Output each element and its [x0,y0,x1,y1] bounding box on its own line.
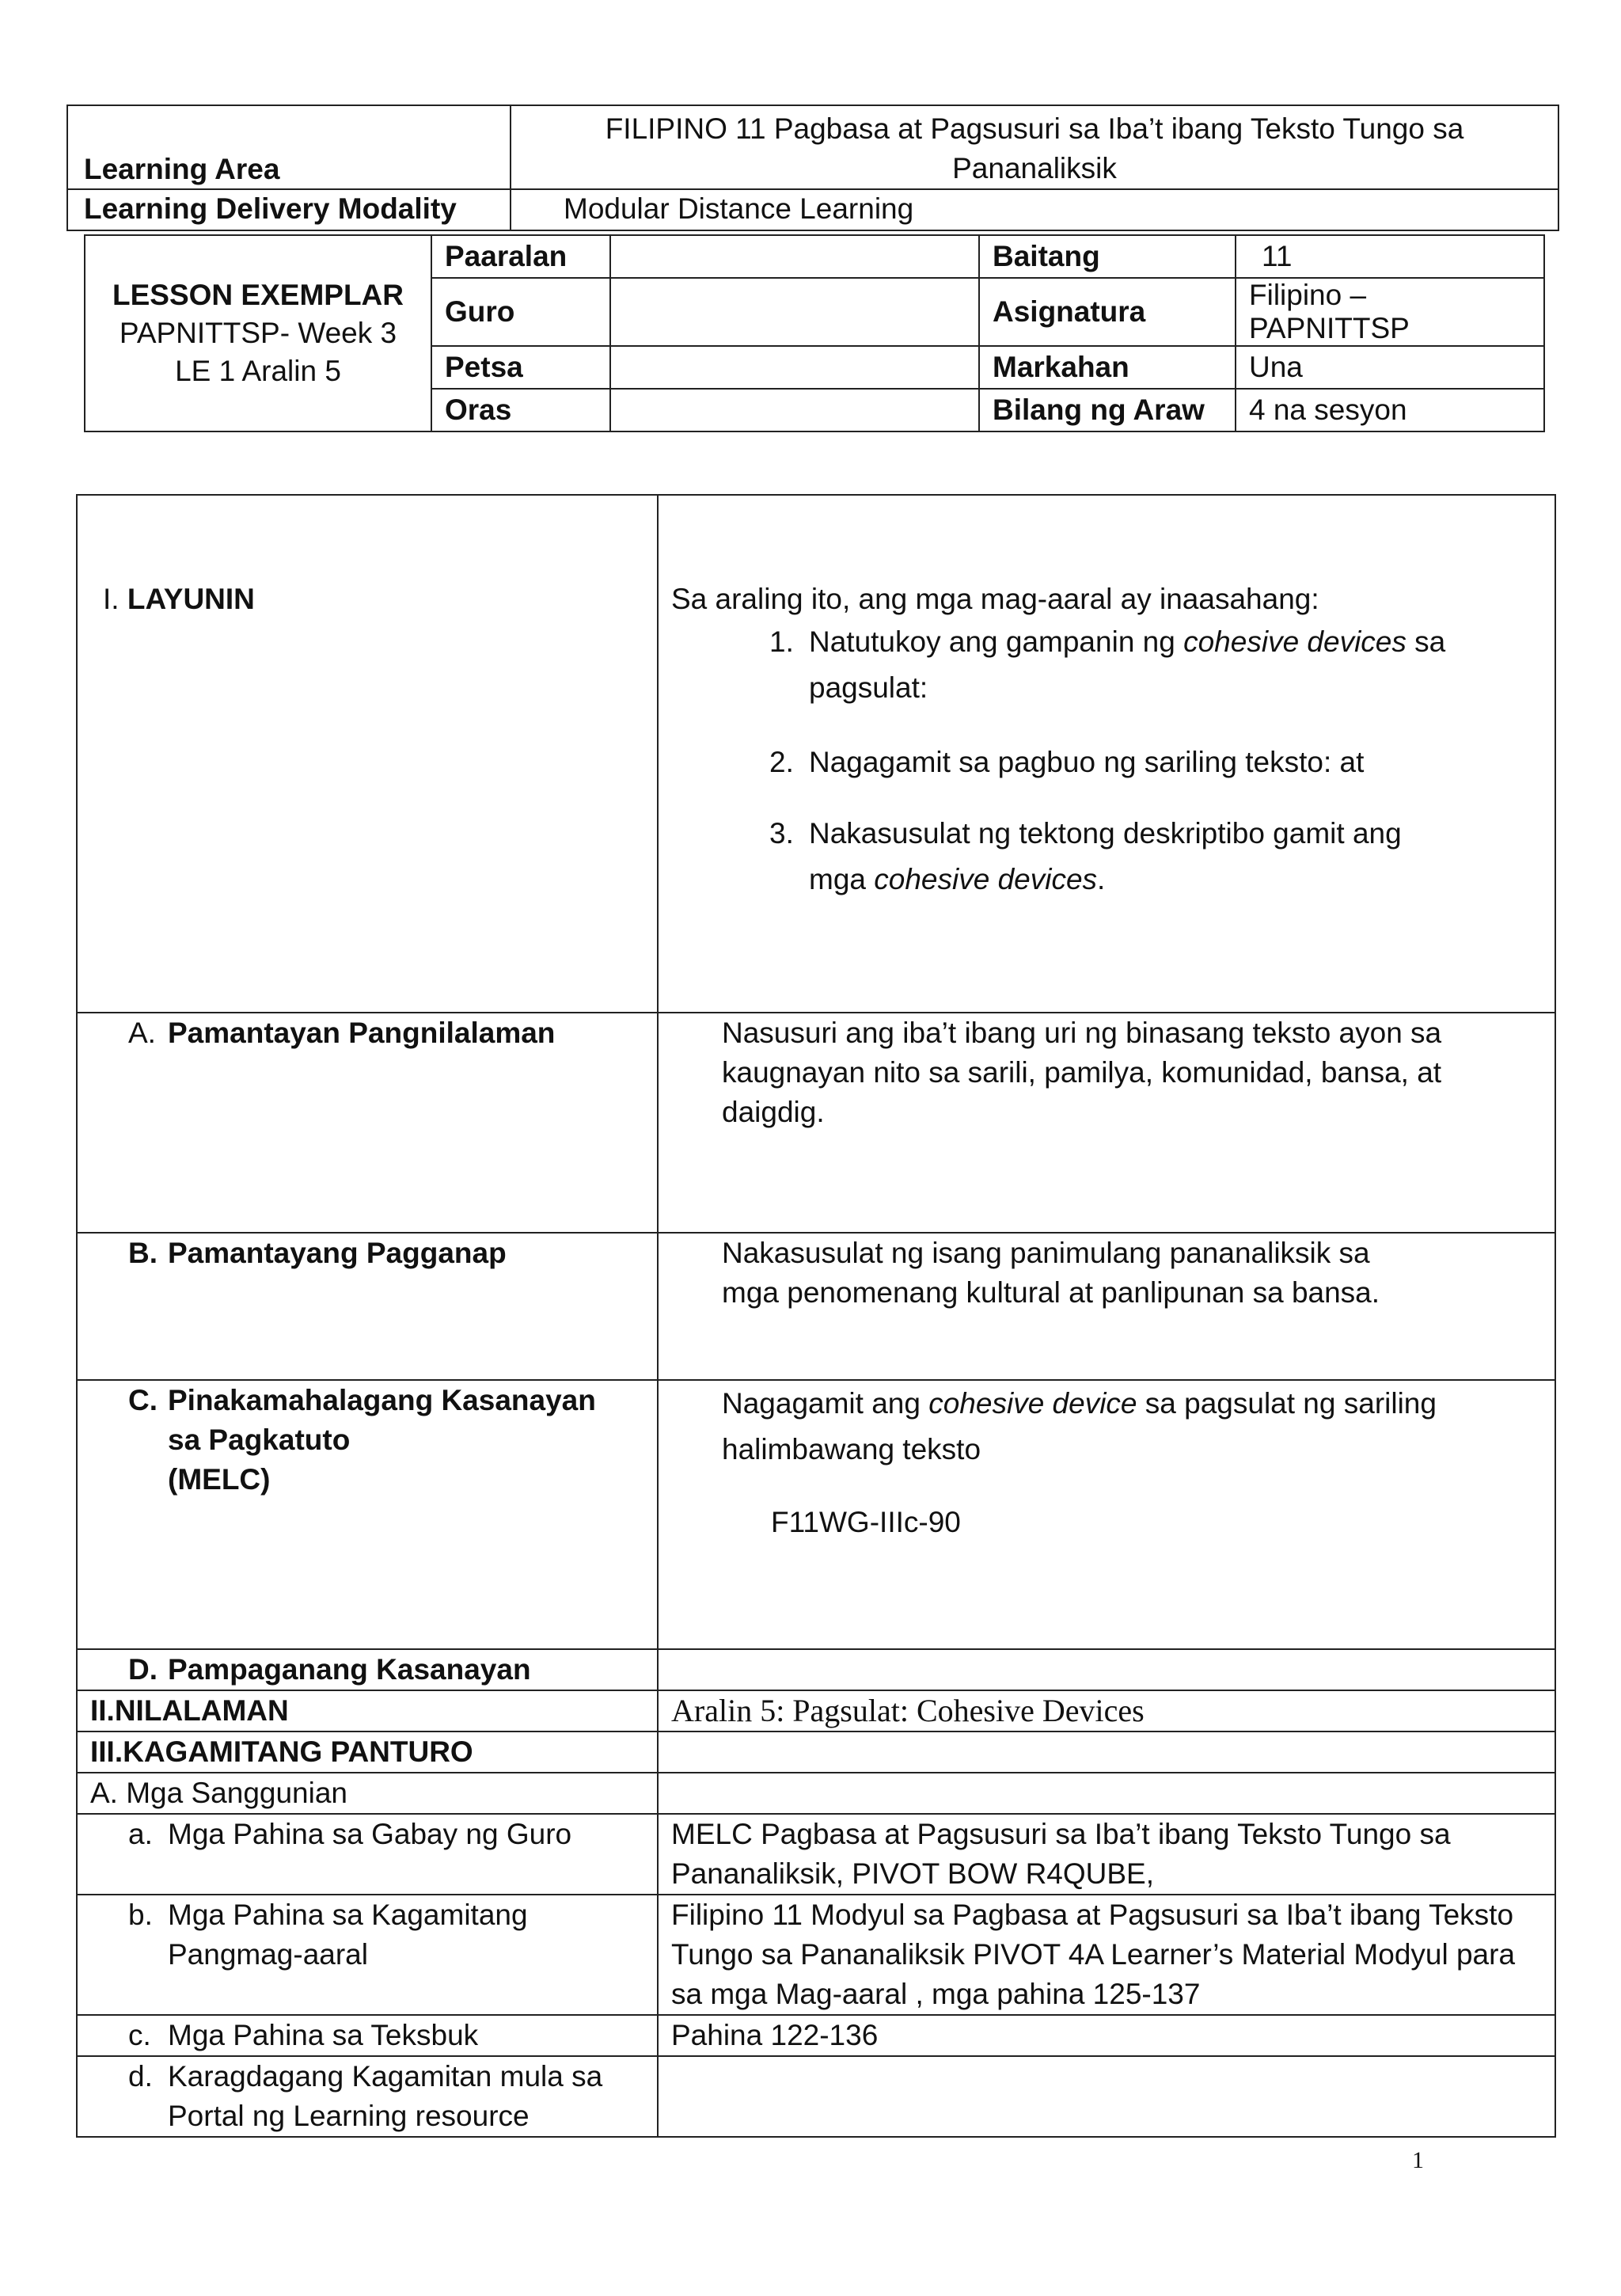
objective-number: 1. [769,625,794,658]
subject-title [511,105,1558,189]
melc-label-1: Pinakamahalagang Kasanayan [168,1384,596,1416]
oras-value [610,389,979,431]
guro-label: Guro [431,278,610,346]
markahan-label: Markahan [979,346,1236,389]
standard-letter: A. [128,1017,156,1049]
objective-item [769,619,1466,711]
page-number: 1 [1412,2147,1424,2173]
standard-letter: B. [128,1237,158,1269]
objective-text: Nakasusulat ng tektong deskriptibo gamit ang mga cohesive devices. [809,817,1402,895]
pamantayang-pagganap-label: Pamantayang Pagganap [168,1237,507,1269]
ref-row-c [77,2015,658,2056]
pamantayang-pagganap-value [658,1233,1555,1380]
ref-row-d [77,2056,658,2137]
petsa-label: Petsa [431,346,610,389]
layunin-content [658,495,1555,1013]
ref-letter: c. [128,2019,151,2051]
ref-text: Filipino 11 Modyul sa Pagbasa at Pagsusuri sa Iba’t ibang Teksto Tungo sa Pananaliksik PIVOT 4A Learner’s Material Modyul para sa mga Mag-aaral , mga pahina 125-137 [671,1899,1516,2010]
ref-label: Karagdagang Kagamitan mula sa Portal ng Learning resource [168,2060,603,2132]
bilang-label: Bilang ng Araw [979,389,1236,431]
asignatura-value: Filipino – PAPNITTSP [1236,278,1544,346]
objective-text: Natutukoy ang gampanin ng cohesive devices sa pagsulat: [809,625,1446,704]
ref-value-a [658,1814,1555,1895]
lesson-exemplar-cell [85,235,431,431]
standard-letter: C. [128,1384,158,1416]
markahan-value: Una [1236,346,1544,389]
objective-item [769,743,1466,782]
subject-line-2: Pananaliksik [952,152,1117,184]
melc-cell [77,1380,658,1649]
baitang-value: 11 [1236,235,1544,278]
ref-row-a [77,1814,658,1895]
pamantayang-pagganap-text: Nakasusulat ng isang panimulang pananaliksik sa mga penomenang kultural at panlipunan sa bansa. [722,1237,1380,1309]
ref-label: Mga Pahina sa Gabay ng Guro [168,1818,572,1850]
pampaganang-kasanayan-label: Pampaganang Kasanayan [168,1653,531,1686]
melc-label-3: (MELC) [168,1463,271,1496]
ref-label: Mga Pahina sa Kagamitang Pangmag-aaral [168,1899,528,1971]
nilalaman-label: II.NILALAMAN [77,1690,658,1732]
ref-value-c: Pahina 122-136 [658,2015,1555,2056]
lesson-week: PAPNITTSP- Week 3 [119,317,397,349]
baitang-label: Baitang [979,235,1236,278]
pamantayang-pagganap-cell [77,1233,658,1380]
kagamitan-value [658,1732,1555,1773]
lesson-info-table [84,234,1545,432]
pamantayan-pangnilalaman-text: Nasusuri ang iba’t ibang uri ng binasang teksto ayon sa kaugnayan nito sa sarili, pamilya, komunidad, bansa, at daigdig. [722,1017,1442,1128]
sanggunian-value [658,1773,1555,1814]
lesson-exemplar-title: LESSON EXEMPLAR [112,279,404,311]
guro-value [610,278,979,346]
objectives-list [671,619,1466,903]
objective-number: 2. [769,746,794,778]
pampaganang-kasanayan-cell [77,1649,658,1690]
petsa-value [610,346,979,389]
pampaganang-kasanayan-value [658,1649,1555,1690]
ref-value-d [658,2056,1555,2137]
asignatura-label: Asignatura [979,278,1236,346]
melc-code: F11WG-IIIc-90 [771,1506,961,1538]
sanggunian-label: A. Mga Sanggunian [77,1773,658,1814]
layunin-label-cell [77,495,658,1013]
melc-text: Nagagamit ang cohesive device sa pagsulat ng sariling halimbawang teksto [722,1387,1437,1465]
ref-label: Mga Pahina sa Teksbuk [168,2019,479,2051]
layunin-label: LAYUNIN [127,583,255,615]
pamantayan-pangnilalaman-value [658,1013,1555,1233]
learning-area-label: Learning Area [67,105,511,189]
header-table [66,105,1559,231]
layunin-num: I. [103,583,120,615]
melc-label-2: sa Pagkatuto [168,1424,351,1456]
oras-label: Oras [431,389,610,431]
paaralan-label: Paaralan [431,235,610,278]
ref-row-b [77,1895,658,2015]
melc-value [658,1380,1555,1649]
pamantayan-pangnilalaman-cell [77,1013,658,1233]
nilalaman-value: Aralin 5: Pagsulat: Cohesive Devices [658,1690,1555,1732]
ref-letter: b. [128,1899,153,1931]
lesson-plan-table [76,494,1556,2138]
modality-value: Modular Distance Learning [511,189,1558,230]
ref-value-b [658,1895,1555,2015]
lesson-code: LE 1 Aralin 5 [175,355,341,387]
objective-number: 3. [769,817,794,850]
subject-line-1: FILIPINO 11 Pagbasa at Pagsusuri sa Iba’t ibang Teksto Tungo sa [605,112,1464,145]
ref-letter: a. [128,1818,153,1850]
bilang-value: 4 na sesyon [1236,389,1544,431]
objective-text: Nagagamit sa pagbuo ng sariling teksto: at [809,746,1365,778]
ref-text: MELC Pagbasa at Pagsusuri sa Iba’t ibang Teksto Tungo sa Pananaliksik, PIVOT BOW R4QUBE, [671,1818,1451,1890]
ref-letter: d. [128,2060,153,2093]
modality-label: Learning Delivery Modality [67,189,511,230]
objectives-intro: Sa araling ito, ang mga mag-aaral ay inaasahang: [671,583,1319,615]
objective-item [769,811,1466,903]
paaralan-value [610,235,979,278]
kagamitan-label: III.KAGAMITANG PANTURO [77,1732,658,1773]
standard-letter: D. [128,1653,158,1686]
pamantayan-pangnilalaman-label: Pamantayan Pangnilalaman [168,1017,556,1049]
